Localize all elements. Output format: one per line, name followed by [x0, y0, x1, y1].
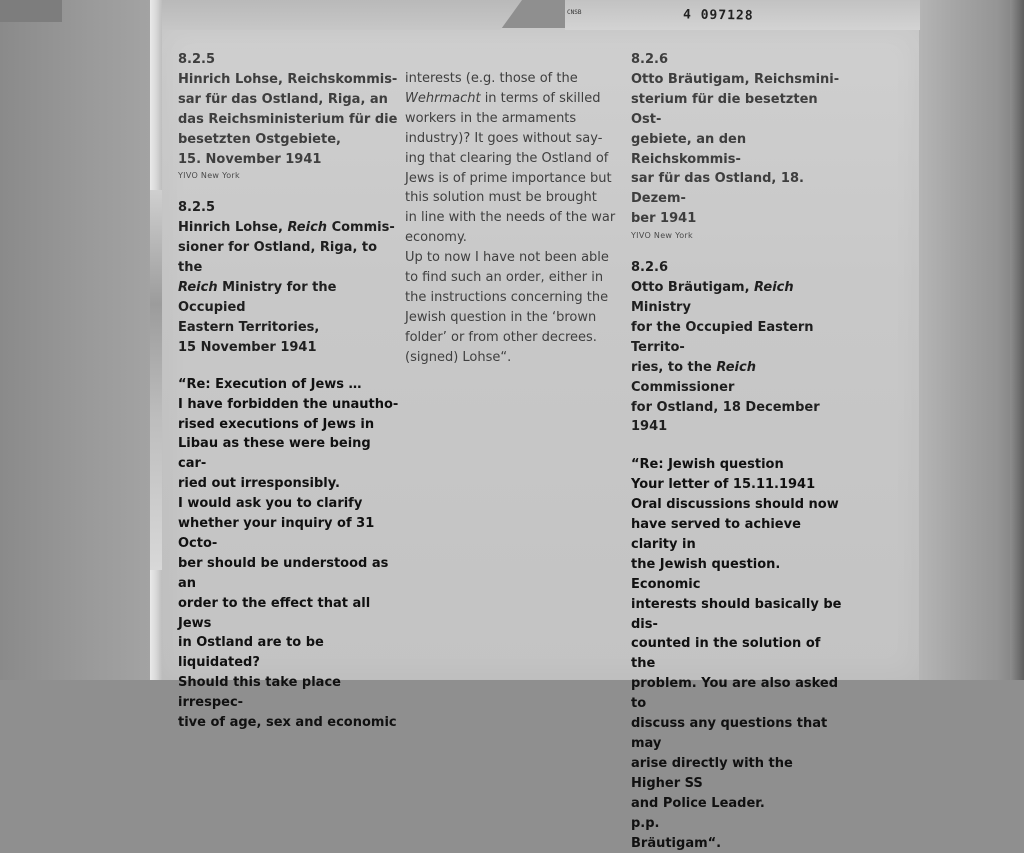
text-line: the instructions concerning the [405, 289, 609, 305]
text-span: Ministry [631, 299, 691, 315]
caption-line: for Ostland, 18 December 1941 [631, 399, 820, 435]
text-span: in terms of skilled [480, 90, 601, 106]
left-column [178, 50, 403, 733]
text-line [405, 89, 620, 109]
left-english-caption [178, 198, 403, 357]
text-span: ries, to the [631, 359, 717, 375]
text-line: (signed) Lohse“. [405, 349, 512, 365]
italic-span: Reich [716, 359, 756, 375]
quote-line: whether your inquiry of 31 Octo- [178, 516, 375, 551]
text-span: Commis- [327, 220, 395, 236]
text-line: Up to now I have not been able [405, 250, 609, 266]
quote-line: discuss any questions that may [631, 716, 828, 751]
caption-line: sar für das Ostland, 18. Dezem- [631, 171, 804, 207]
archive-number: 4 097128 [682, 7, 754, 24]
italic-span: Reich [287, 220, 328, 236]
text-span: Hinrich Lohse, [178, 220, 288, 236]
quote-line: arise directly with the Higher SS [631, 755, 793, 791]
caption-line: das Reichsministerium für die [178, 111, 398, 127]
left-wall-shadow [0, 0, 62, 22]
text-line: Jews is of prime importance but [405, 170, 612, 186]
quote-line: Should this take place irrespec- [178, 675, 341, 711]
text-line: to find such an order, either in [405, 270, 604, 286]
text-line: Jewish question in the ‘brown [405, 309, 597, 325]
text-line: in line with the needs of the war [405, 210, 616, 226]
quote-line: have served to achieve clarity in [631, 517, 801, 552]
quote-line: Your letter of 15.11.1941 [631, 477, 816, 493]
left-quote [178, 375, 403, 733]
quote-line: I would ask you to clarify [178, 496, 363, 512]
caption-line [178, 278, 403, 318]
left-english-number: 8.2.5 [178, 200, 216, 216]
document-strip-left [162, 0, 522, 30]
middle-text [405, 69, 620, 368]
caption-line: Otto Bräutigam, Reichsmini- [631, 71, 840, 87]
quote-line: the Jewish question. Economic [631, 556, 781, 592]
caption-line: besetzten Ostgebiete, [178, 131, 341, 147]
caption-line: Eastern Territories, [178, 319, 320, 335]
right-english-number: 8.2.6 [631, 260, 669, 276]
caption-line: sterium für die besetzten Ost- [631, 91, 818, 127]
text-span: Otto Bräutigam, [631, 280, 755, 296]
text-line: folder’ or from other decrees. [405, 329, 597, 345]
middle-column [405, 69, 620, 368]
quote-line: ber should be understood as an [178, 555, 389, 591]
caption-line: gebiete, an den Reichskommis- [631, 131, 747, 167]
right-quote [631, 455, 846, 853]
left-source: YIVO New York [178, 171, 240, 181]
left-german-number: 8.2.5 [178, 52, 216, 67]
right-english-caption [631, 258, 846, 437]
quote-line: order to the effect that all Jews [178, 595, 371, 631]
text-line: industry)? It goes without say- [405, 130, 603, 146]
caption-line: ber 1941 [631, 211, 697, 227]
text-line: workers in the armaments [405, 110, 577, 126]
quote-line: “Re: Jewish question [631, 457, 784, 473]
gap-shadow [150, 190, 162, 570]
text-line: interests (e.g. those of the [405, 71, 578, 86]
caption-line: Hinrich Lohse, Reichskommis- [178, 71, 398, 87]
italic-span: Reich [178, 280, 218, 296]
right-source: YIVO New York [631, 231, 693, 241]
quote-line: in Ostland are to be liquidated? [178, 635, 324, 671]
quote-line: p.p. [631, 815, 660, 831]
right-wall-edge [1010, 0, 1024, 680]
caption-line: 15. November 1941 [178, 151, 322, 167]
quote-line: rised executions of Jews in [178, 416, 375, 432]
text-line: this solution must be brought [405, 190, 597, 206]
right-german-caption [631, 50, 846, 229]
right-column [631, 50, 846, 853]
left-german-caption [178, 50, 403, 169]
caption-line [631, 358, 846, 398]
italic-span: Reich [754, 280, 794, 296]
right-wall [918, 0, 1024, 680]
text-line: economy. [405, 230, 467, 246]
quote-line: tive of age, sex and economic [178, 715, 397, 731]
quote-line: ried out irresponsibly. [178, 476, 340, 492]
quote-line: counted in the solution of the [631, 636, 821, 672]
caption-line [178, 218, 403, 238]
strip-mark: CNSB [567, 9, 582, 16]
caption-line: sioner for Ostland, Riga, to the [178, 240, 378, 276]
caption-line: 15 November 1941 [178, 339, 317, 355]
italic-span: Wehrmacht [405, 90, 481, 106]
text-span: Ministry for the Occupied [178, 280, 337, 315]
caption-line: for the Occupied Eastern Territo- [631, 319, 814, 355]
quote-line: I have forbidden the unautho- [178, 396, 399, 412]
quote-line: interests should basically be dis- [631, 596, 842, 632]
left-wall [0, 0, 150, 680]
caption-line: sar für das Ostland, Riga, an [178, 91, 388, 107]
quote-line: and Police Leader. [631, 795, 765, 811]
quote-line: “Re: Execution of Jews … [178, 376, 362, 392]
right-german-number: 8.2.6 [631, 52, 669, 67]
quote-line: Bräutigam“. [631, 835, 722, 851]
text-span: Commissioner [631, 379, 735, 395]
quote-line: Libau as these were being car- [178, 436, 371, 472]
quote-line: Oral discussions should now [631, 497, 839, 513]
caption-line [631, 278, 846, 318]
quote-line: problem. You are also asked to [631, 676, 839, 712]
text-line: ing that clearing the Ostland of [405, 150, 609, 166]
